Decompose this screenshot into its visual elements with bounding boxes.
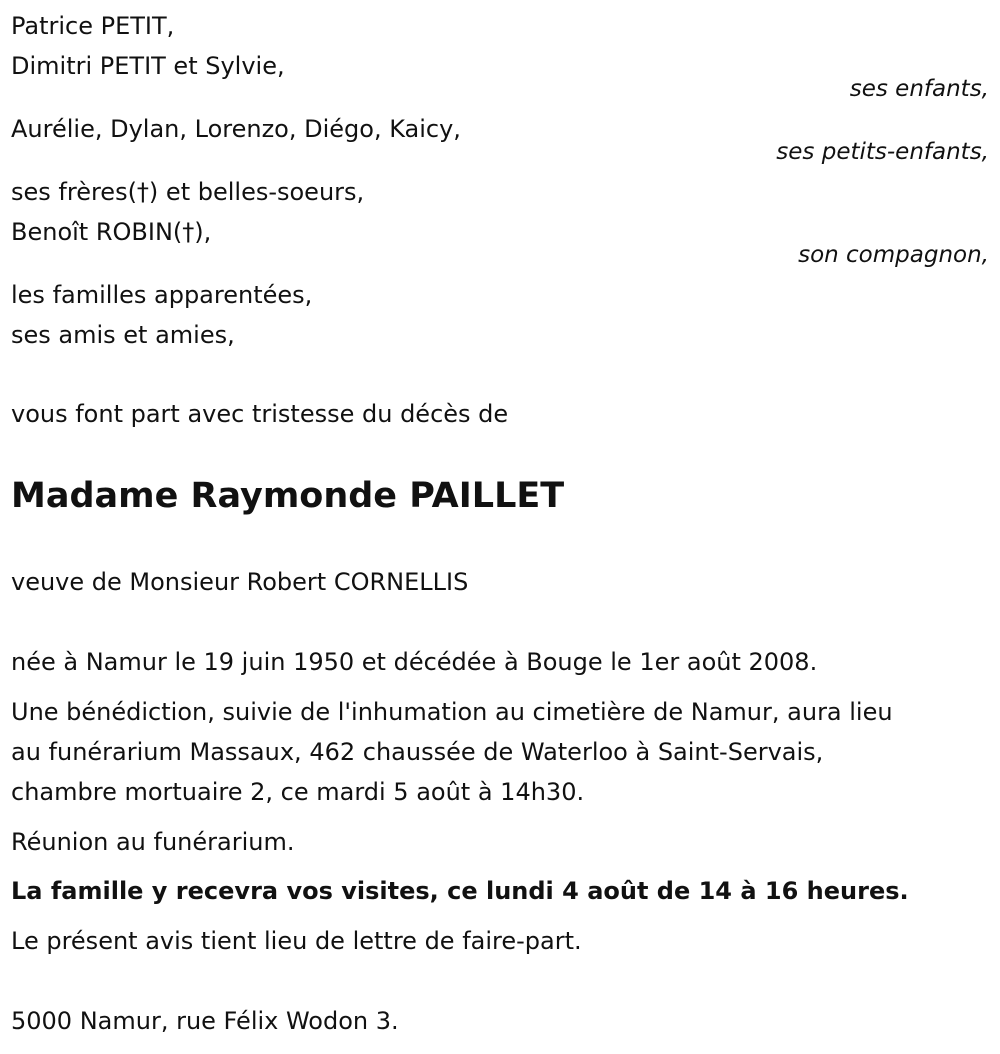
ceremony-line-2: au funérarium Massaux, 462 chaussée de Waterloo à Saint-Servais, xyxy=(11,738,824,766)
deceased-name: Madame Raymonde PAILLET xyxy=(11,476,565,516)
ceremony-line-3: chambre mortuaire 2, ce mardi 5 août à 14h30. xyxy=(11,778,585,806)
widow-of-line: veuve de Monsieur Robert CORNELLIS xyxy=(11,568,469,596)
grandchildren-role: ses petits-enfants, xyxy=(776,139,989,165)
siblings-line: ses frères(†) et belles-soeurs, xyxy=(11,178,365,206)
visits-line: La famille y recevra vos visites, ce lundi 4 août de 14 à 16 heures. xyxy=(11,877,909,905)
child-name-2: Dimitri PETIT et Sylvie, xyxy=(11,52,285,80)
grandchildren-names: Aurélie, Dylan, Lorenzo, Diégo, Kaicy, xyxy=(11,115,461,143)
children-role: ses enfants, xyxy=(849,76,989,102)
ceremony-line-1: Une bénédiction, suivie de l'inhumation au cimetière de Namur, aura lieu xyxy=(11,698,893,726)
reunion-line: Réunion au funérarium. xyxy=(11,828,295,856)
friends-line: ses amis et amies, xyxy=(11,321,235,349)
companion-role: son compagnon, xyxy=(798,242,989,268)
birth-death-dates: née à Namur le 19 juin 1950 et décédée à Bouge le 1er août 2008. xyxy=(11,648,818,676)
notice-line: Le présent avis tient lieu de lettre de faire-part. xyxy=(11,927,582,955)
related-families: les familles apparentées, xyxy=(11,281,313,309)
announcement-line: vous font part avec tristesse du décès de xyxy=(11,400,509,428)
companion-name: Benoît ROBIN(†), xyxy=(11,218,212,246)
child-name-1: Patrice PETIT, xyxy=(11,12,175,40)
address-line: 5000 Namur, rue Félix Wodon 3. xyxy=(11,1007,399,1035)
